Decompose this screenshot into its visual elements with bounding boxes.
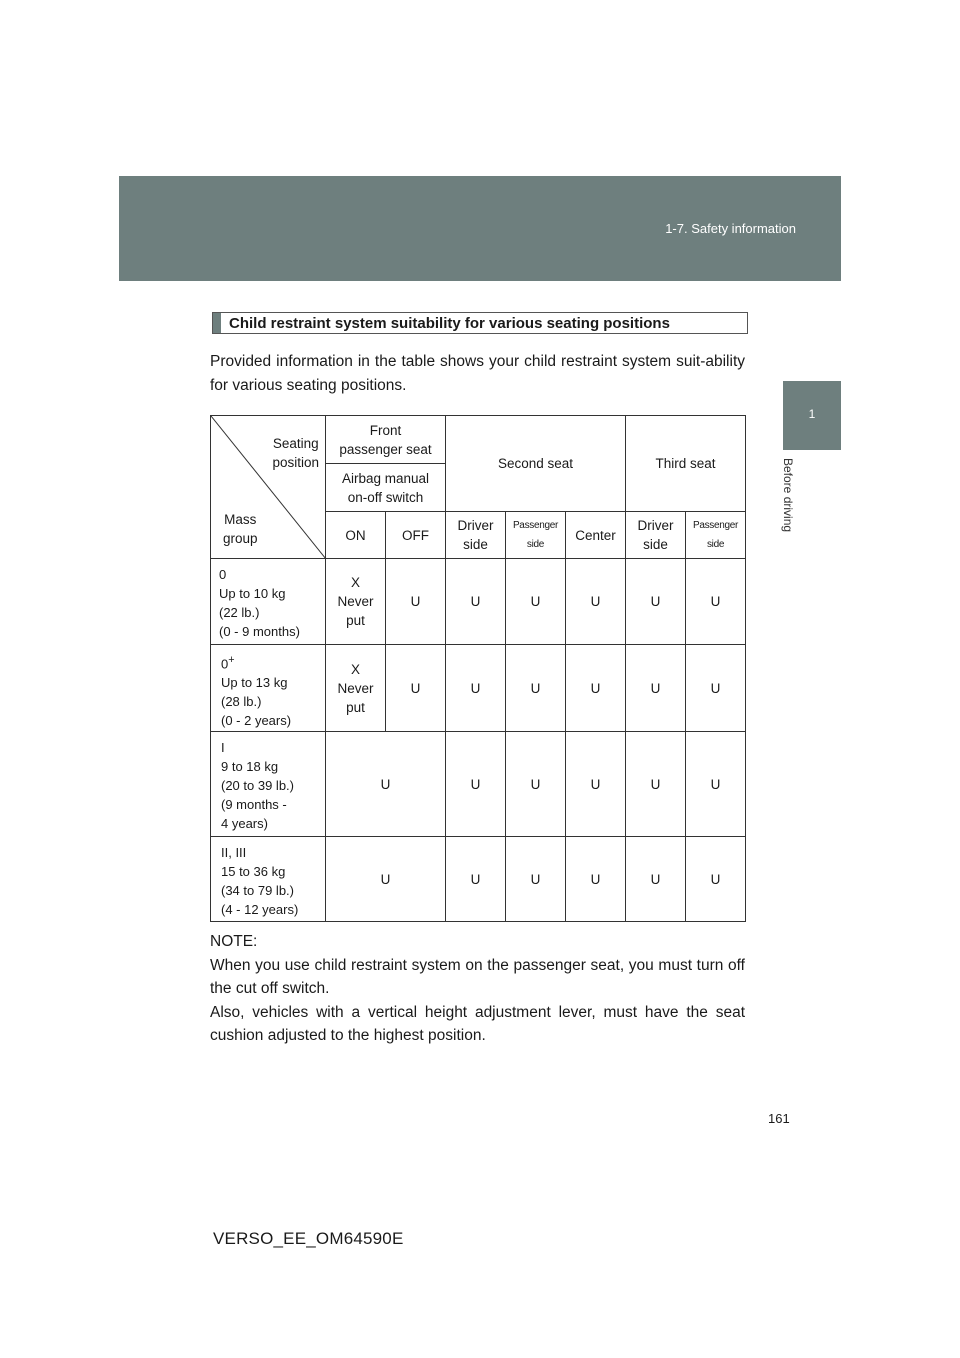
page-number: 161 bbox=[768, 1111, 790, 1126]
front-seat-header: Front passenger seat bbox=[326, 416, 446, 464]
airbag-switch-header: Airbag manual on-off switch bbox=[326, 464, 446, 512]
intro-paragraph: Provided information in the table shows your child restraint system suit-ability for various seating positions. bbox=[210, 353, 745, 394]
second-seat-header: Second seat bbox=[446, 416, 626, 512]
cell: U bbox=[626, 732, 686, 837]
sub-off: OFF bbox=[386, 512, 446, 559]
cell: U bbox=[686, 837, 746, 922]
table-row bbox=[211, 559, 746, 645]
mass-range: Up to 10 kg (22 lb.) (0 - 9 months) bbox=[219, 586, 300, 639]
sub-third-passenger: Passenger side bbox=[686, 512, 746, 559]
document-code: VERSO_EE_OM64590E bbox=[213, 1229, 404, 1248]
cell: U bbox=[566, 645, 626, 732]
section-title: 1-7. Safety information bbox=[665, 221, 796, 236]
table-row bbox=[211, 732, 746, 837]
cell: U bbox=[626, 645, 686, 732]
note-line-1: When you use child restraint system on the passenger seat, you must turn off the cut off switch. bbox=[210, 956, 745, 997]
cell: U bbox=[686, 645, 746, 732]
group-label: II, III bbox=[221, 845, 247, 860]
cell: U bbox=[686, 732, 746, 837]
table-row bbox=[211, 645, 746, 732]
cell: U bbox=[626, 837, 686, 922]
mass-cell bbox=[211, 559, 326, 645]
mass-cell bbox=[211, 645, 326, 732]
third-seat-header: Third seat bbox=[626, 416, 746, 512]
cell: U bbox=[386, 645, 446, 732]
front-cell: X Never put bbox=[326, 645, 386, 732]
group-label: I bbox=[221, 740, 225, 755]
mass-group-label bbox=[223, 510, 258, 548]
heading-marker bbox=[213, 313, 221, 333]
header-band bbox=[119, 176, 841, 281]
chapter-tab[interactable] bbox=[783, 381, 841, 450]
mass-range: Up to 13 kg (28 lb.) (0 - 2 years) bbox=[221, 675, 292, 729]
mass-range: 9 to 18 kg (20 to 39 lb.) (9 months - 4 years) bbox=[221, 759, 294, 831]
section-heading bbox=[212, 312, 748, 334]
cell: U bbox=[506, 732, 566, 837]
mass-cell bbox=[211, 732, 326, 837]
heading-text: Child restraint system suitability for various seating positions bbox=[229, 314, 670, 332]
cell: U bbox=[566, 559, 626, 645]
note-block bbox=[210, 930, 745, 1048]
mass-cell bbox=[211, 837, 326, 922]
front-cell: X Never put bbox=[326, 559, 386, 645]
cell: U bbox=[626, 559, 686, 645]
cell: U bbox=[686, 559, 746, 645]
cell: U bbox=[506, 837, 566, 922]
mass-range: 15 to 36 kg (34 to 79 lb.) (4 - 12 years) bbox=[221, 864, 299, 917]
cell: U bbox=[446, 837, 506, 922]
group-label: 0 bbox=[219, 567, 227, 582]
chapter-number: 1 bbox=[808, 407, 816, 421]
note-line-2: Also, vehicles with a vertical height adjustment lever, must have the seat cushion adjusted to the highest position. bbox=[210, 1003, 745, 1044]
cell: U bbox=[566, 837, 626, 922]
cell: U bbox=[446, 559, 506, 645]
sub-second-center: Center bbox=[566, 512, 626, 559]
chapter-label: Before driving bbox=[781, 458, 795, 533]
group-label: 0+ bbox=[221, 654, 235, 672]
cell: U bbox=[386, 559, 446, 645]
cell: U bbox=[566, 732, 626, 837]
cell: U bbox=[446, 732, 506, 837]
suitability-table bbox=[210, 415, 746, 922]
sub-second-passenger: Passenger side bbox=[506, 512, 566, 559]
front-cell: U bbox=[326, 837, 446, 922]
cell: U bbox=[506, 645, 566, 732]
seating-position-text: Seating position bbox=[272, 436, 319, 470]
mass-group-text: Mass group bbox=[223, 512, 258, 546]
note-label: NOTE: bbox=[210, 933, 258, 950]
table-corner-cell bbox=[211, 416, 326, 559]
seating-position-label bbox=[272, 434, 319, 472]
table-row bbox=[211, 837, 746, 922]
sub-third-driver: Driver side bbox=[626, 512, 686, 559]
cell: U bbox=[506, 559, 566, 645]
front-cell: U bbox=[326, 732, 446, 837]
cell: U bbox=[446, 645, 506, 732]
sub-on: ON bbox=[326, 512, 386, 559]
sub-second-driver: Driver side bbox=[446, 512, 506, 559]
